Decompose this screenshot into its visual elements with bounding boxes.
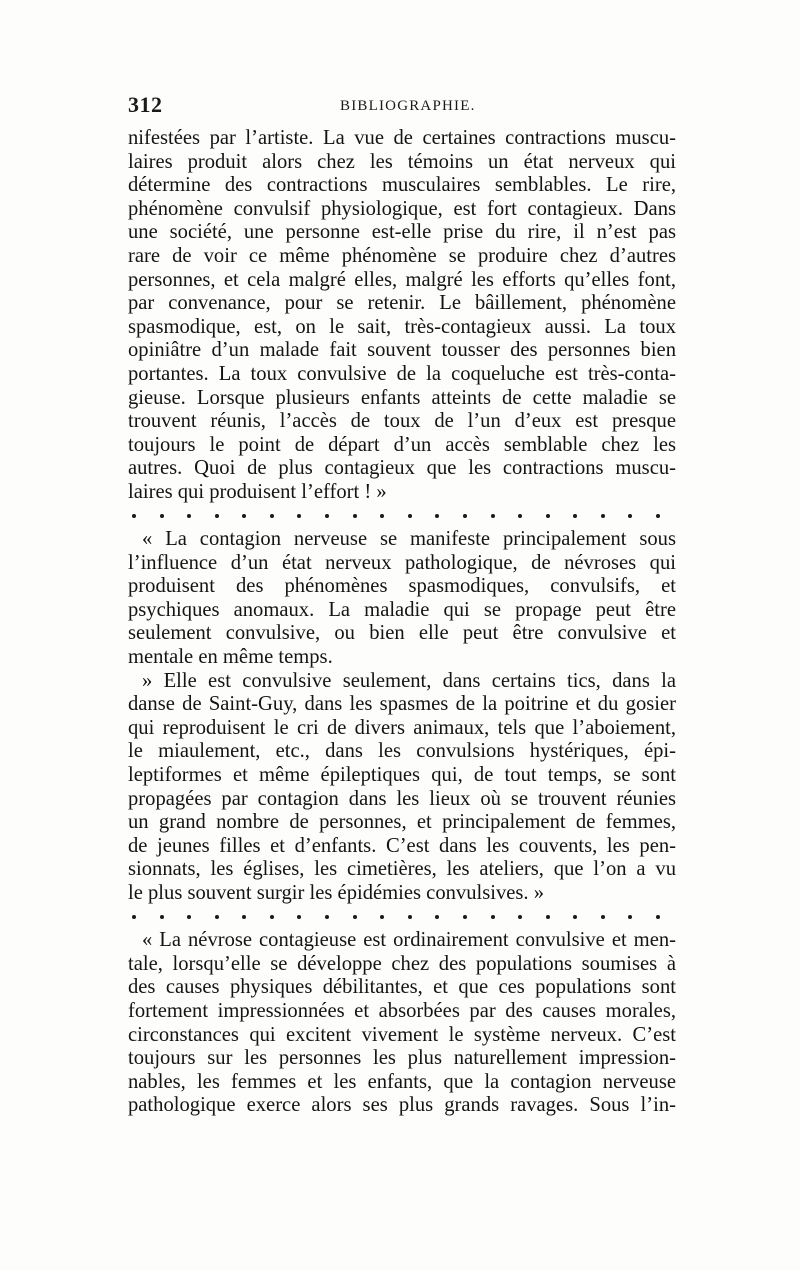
text-line: sionnats, les églises, les cimetières, les ateliers, que l’on a vu bbox=[128, 858, 676, 881]
text-line: une société, une personne est-elle prise du rire, il n’est pas bbox=[128, 221, 676, 244]
body-text bbox=[128, 127, 676, 1118]
paragraph-1 bbox=[128, 127, 676, 505]
text-line: l’influence d’un état nerveux pathologique, de névroses qui bbox=[128, 551, 676, 574]
text-line: circonstances qui excitent vivement le système nerveux. C’est bbox=[128, 1023, 676, 1046]
text-line: fortement impressionnées et absorbées par des causes morales, bbox=[128, 999, 676, 1022]
text-line: phénomène convulsif physiologique, est fort contagieux. Dans bbox=[128, 197, 676, 220]
text-line: « La névrose contagieuse est ordinairement convulsive et men- bbox=[142, 929, 676, 952]
text-line: le plus souvent surgir les épidémies convulsives. » bbox=[128, 882, 545, 904]
page-header bbox=[128, 92, 676, 122]
paragraph-2 bbox=[128, 528, 676, 670]
text-line: le miaulement, etc., dans les convulsions hystériques, épi- bbox=[128, 740, 676, 763]
ellipsis-row bbox=[128, 505, 660, 529]
text-line: toujours le point de départ d’un accès semblable chez les bbox=[128, 433, 676, 456]
text-line: opiniâtre d’un malade fait souvent tousser des personnes bien bbox=[128, 339, 676, 362]
text-line: mentale en même temps. bbox=[128, 646, 333, 669]
text-line: tale, lorsqu’elle se développe chez des populations soumises à bbox=[128, 952, 676, 975]
text-line: un grand nombre de personnes, et principalement de femmes, bbox=[128, 811, 676, 834]
text-line: « La contagion nerveuse se manifeste principalement sous bbox=[142, 528, 676, 551]
text-line: leptiformes et même épileptiques qui, de tout temps, se sont bbox=[128, 764, 676, 787]
text-line: spasmodique, est, on le sait, très-contagieux aussi. La toux bbox=[128, 315, 676, 338]
text-line: psychiques anomaux. La maladie qui se propage peut être bbox=[128, 598, 676, 621]
paragraph-4 bbox=[128, 929, 676, 1118]
text-line: trouvent réunis, l’accès de toux de l’un d’eux est presque bbox=[128, 410, 676, 433]
text-line: propagées par contagion dans les lieux où se trouvent réunies bbox=[128, 787, 676, 810]
text-line: laires produit alors chez les témoins un état nerveux qui bbox=[128, 150, 676, 173]
text-line: rare de voir ce même phénomène se produire chez d’autres bbox=[128, 244, 676, 267]
text-line: qui reproduisent le cri de divers animaux, tels que l’aboiement, bbox=[128, 716, 676, 739]
text-line: toujours sur les personnes les plus naturellement impression- bbox=[128, 1047, 676, 1070]
text-line: détermine des contractions musculaires semblables. Le rire, bbox=[128, 174, 676, 197]
paragraph-3 bbox=[128, 670, 676, 906]
text-line: portantes. La toux convulsive de la coqueluche est très-conta- bbox=[128, 362, 676, 385]
text-line: de jeunes filles et d’enfants. C’est dans les couvents, les pen- bbox=[128, 834, 676, 857]
text-line: » Elle est convulsive seulement, dans certains tics, dans la bbox=[142, 669, 676, 692]
text-line: pathologique exerce alors ses plus grands ravages. Sous l’in- bbox=[128, 1094, 676, 1117]
text-line: danse de Saint-Guy, dans les spasmes de la poitrine et du gosier bbox=[128, 693, 676, 716]
ellipsis-row bbox=[128, 906, 660, 930]
text-line: personnes, et cela malgré elles, malgré les efforts qu’elles font, bbox=[128, 268, 676, 291]
text-line: laires qui produisent l’effort ! » bbox=[128, 480, 387, 503]
text-line: des causes physiques débilitantes, et que ces populations sont bbox=[128, 976, 676, 999]
text-line: autres. Quoi de plus contagieux que les contractions muscu- bbox=[128, 457, 676, 480]
text-line: seulement convulsive, ou bien elle peut être convulsive et bbox=[128, 622, 676, 645]
text-line: gieuse. Lorsque plusieurs enfants atteints de cette maladie se bbox=[128, 386, 676, 409]
text-line: nifestées par l’artiste. La vue de certaines contractions muscu- bbox=[128, 127, 676, 149]
text-line: produisent des phénomènes spasmodiques, convulsifs, et bbox=[128, 575, 676, 598]
text-line: nables, les femmes et les enfants, que la contagion nerveuse bbox=[128, 1070, 676, 1093]
running-head: BIBLIOGRAPHIE. bbox=[340, 98, 476, 114]
page-number: 312 bbox=[128, 92, 163, 117]
text-line: par convenance, pour se retenir. Le bâillement, phénomène bbox=[128, 292, 676, 315]
